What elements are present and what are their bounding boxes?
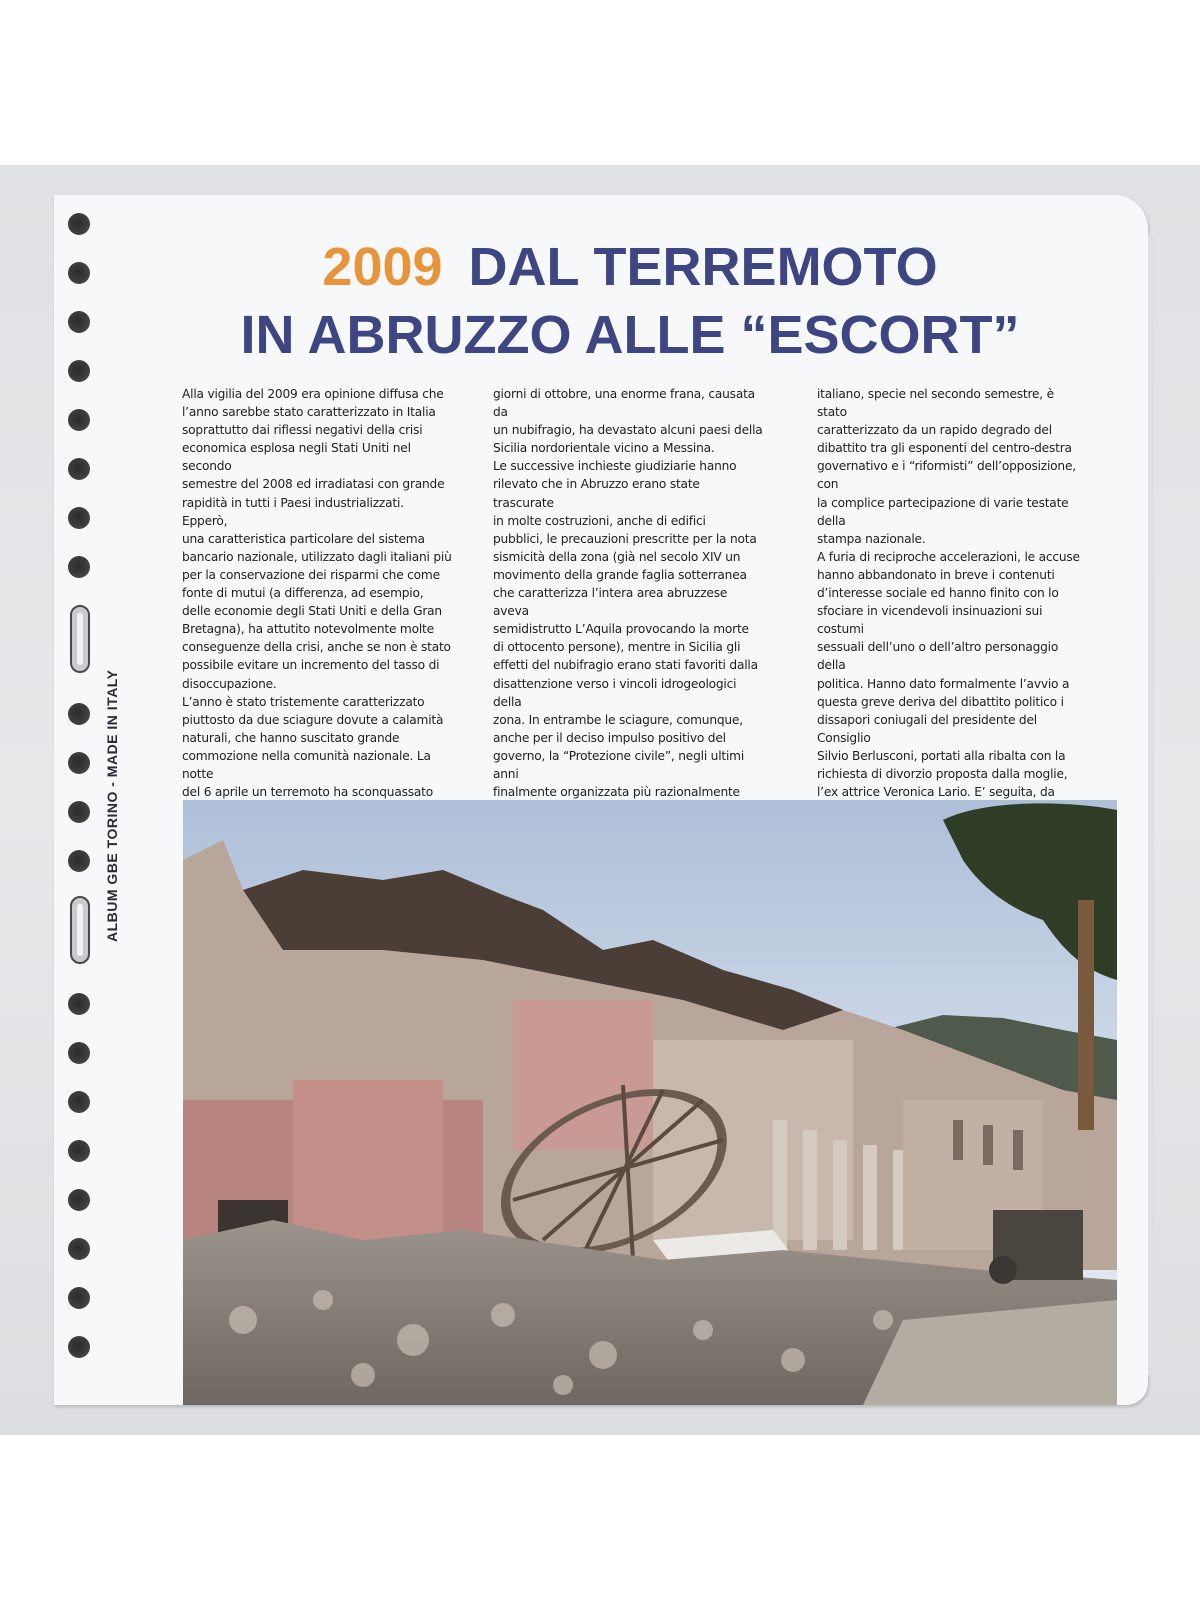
- title-text-1: DAL TERREMOTO: [468, 237, 938, 297]
- binder-hole: [68, 1140, 90, 1162]
- binder-hole: [68, 409, 90, 431]
- page-edge: [1148, 235, 1154, 1375]
- binder-hole: [68, 1287, 90, 1309]
- binder-hole: [68, 850, 90, 872]
- binder-slot: [70, 605, 90, 673]
- earthquake-ruins-image: [183, 800, 1117, 1405]
- binder-hole: [68, 1238, 90, 1260]
- binder-hole: [68, 262, 90, 284]
- binder-hole: [68, 1336, 90, 1358]
- binder-hole: [68, 1189, 90, 1211]
- column-text: italiano, specie nel secondo semestre, è stato caratterizzato da un rapido degrado del dibattito tra gli esponenti del centro-destra governativo e i “riformisti” dell’opposizione, con la complice partecipazione di varie testate della stampa nazionale. A furia di reciproche accelerazioni, le accuse hanno abbandonato in breve i contenuti d’interesse sociale ed hanno finito con lo sfociare in vicendevoli insinuazioni sui costumi sessuali dell’uno o dell’altro personaggio della politica. Hanno dato formalmente l’avvio a questa greve deriva del dibattito politico i dissapori coniugali del presidente del Consiglio Silvio Berlusconi, portati alla ribalta con la richiesta di divorzio proposta dalla moglie, l’ex attrice Veronica Lario. E’ seguita, da: [817, 387, 1080, 800]
- page-title-line-2: IN ABRUZZO ALLE “ESCORT”: [240, 305, 1020, 365]
- binder-hole: [68, 213, 90, 235]
- side-label: ALBUM GBE TORINO - MADE IN ITALY: [104, 669, 120, 942]
- binder-hole: [68, 1091, 90, 1113]
- binder-hole: [68, 556, 90, 578]
- binder-hole: [68, 801, 90, 823]
- binder-hole: [68, 507, 90, 529]
- binder-hole: [68, 360, 90, 382]
- earthquake-photo: [183, 800, 1117, 1405]
- binder-holes: [68, 213, 92, 1393]
- binder-slot: [70, 896, 90, 964]
- binder-hole: [68, 311, 90, 333]
- binder-hole: [68, 703, 90, 725]
- column-text: giorni di ottobre, una enorme frana, causata da un nubifragio, ha devastato alcuni paesi della Sicilia nordorientale vicino a Messina. Le successive inchieste giudiziarie hanno rilevato che in Abruzzo erano state trascurate in molte costruzioni, anche di edifici pubblici, le precauzioni prescritte per la nota sismicità della zona (già nel secolo XIV un movimento della grande faglia sotterranea che caratterizza l’intera area abruzzese aveva semidistrutto L’Aquila provocando la morte di ottocento persone), mentre in Sicilia gli effetti del nubifragio erano stati favoriti dalla disattenzione verso i vincoli idrogeologici della zona. In entrambe le sciagure, comunque, anche per il deciso impulso positivo del governo, la “Protezione civile”, negli ultimi anni finalmente organizzata più razionalmente: [493, 387, 763, 800]
- binder-hole: [68, 458, 90, 480]
- binder-hole: [68, 993, 90, 1015]
- text-column-1: [182, 385, 452, 855]
- page-title-line-1: [180, 237, 1080, 297]
- binder-hole: [68, 752, 90, 774]
- column-text: Alla vigilia del 2009 era opinione diffusa che l’anno sarebbe stato caratterizzato in Italia soprattutto dai riflessi negativi della crisi economica esplosa negli Stati Uniti nel secondo semestre del 2008 ed irradiatasi con grande rapidità in tutti i Paesi industrializzati. Epperò, una caratteristica particolare del sistema bancario nazionale, utilizzato dagli italiani più per la conservazione dei risparmi che come fonte di mutui (a differenza, ad esempio, delle economie degli Stati Uniti e della Gran Bretagna), ha attutito notevolmente molte conseguenze della crisi, anche se non è stato possibile evitare un incremento del tasso di disoccupazione. L’anno è stato tristemente caratterizzato piuttosto da due sciagure dovute a calamità naturali, che hanno suscitato grande commozione nella comunità nazionale. La notte del 6 aprile un terremoto ha sconquassato: [182, 387, 452, 800]
- binder-hole: [68, 1042, 90, 1064]
- title-year: 2009: [322, 237, 443, 297]
